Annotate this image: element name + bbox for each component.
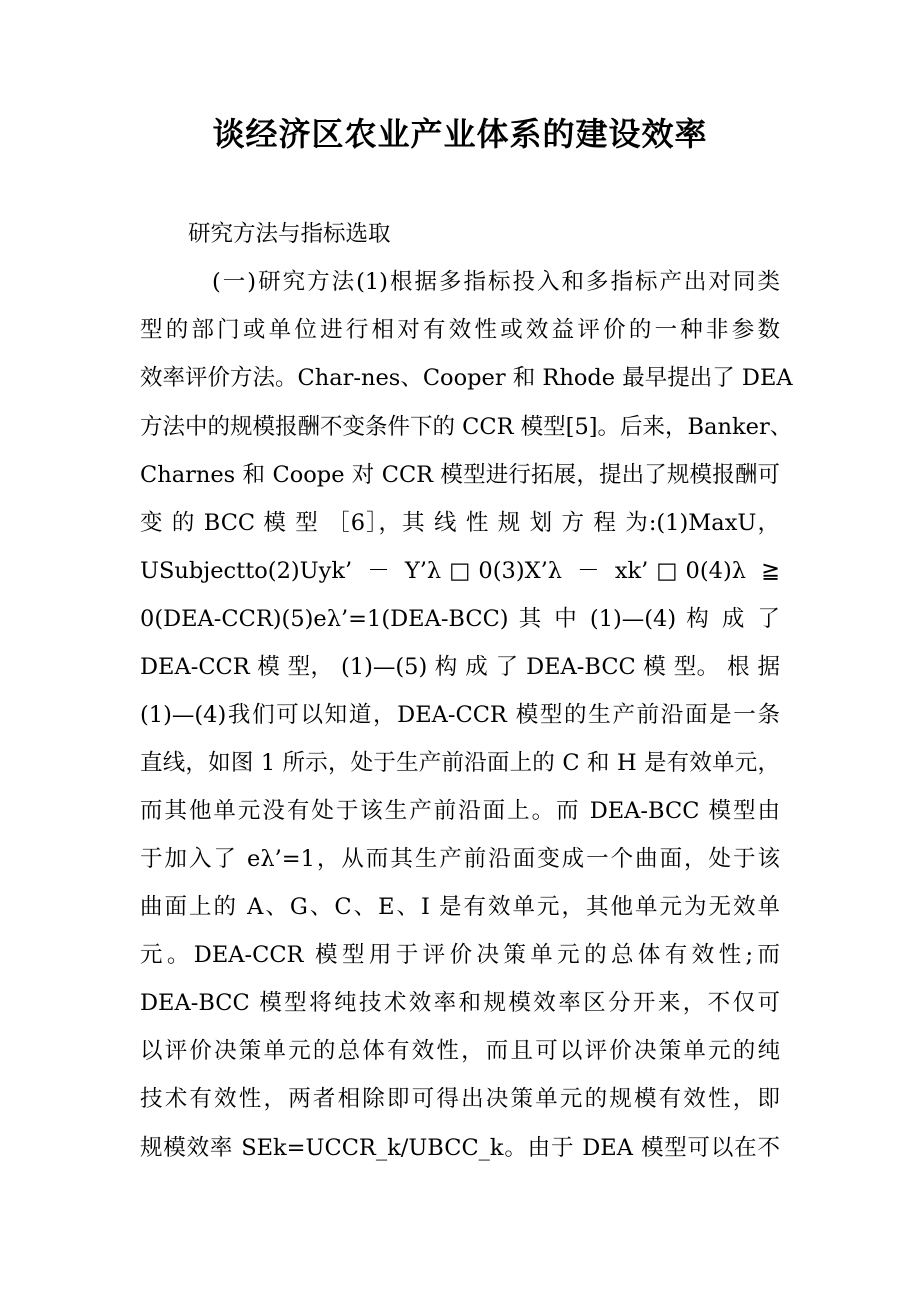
- paragraph-line: 而其他单元没有处于该生产前沿面上。而 DEA-BCC 模型由: [140, 798, 780, 824]
- paragraph-line: 变 的 BCC 模 型 ［6］，其 线 性 规 划 方 程 为:(1)MaxU，: [140, 510, 780, 536]
- document-title: 谈经济区农业产业体系的建设效率: [212, 115, 708, 153]
- section-heading: 研究方法与指标选取: [188, 221, 391, 247]
- paragraph-line: 直线，如图 1 所示，处于生产前沿面上的 C 和 H 是有效单元，: [140, 750, 780, 776]
- paragraph-line: 方法中的规模报酬不变条件下的 CCR 模型[5]。后来，Banker、: [140, 414, 793, 440]
- paragraph-line: DEA-BCC 模型将纯技术效率和规模效率区分开来，不仅可: [140, 990, 780, 1016]
- paragraph-line: 以评价决策单元的总体有效性，而且可以评价决策单元的纯: [140, 1038, 780, 1064]
- paragraph-line: 规模效率 SEk=UCCR_k/UBCC_k。由于 DEA 模型可以在不: [140, 1135, 780, 1161]
- paragraph-line: 曲面上的 A、G、C、E、I 是有效单元，其他单元为无效单: [140, 894, 780, 920]
- paragraph-line: 于加入了 eλ’=1，从而其生产前沿面变成一个曲面，处于该: [140, 846, 780, 872]
- paragraph-line: (一)研究方法(1)根据多指标投入和多指标产出对同类: [212, 269, 780, 295]
- paragraph-line: USubjectto(2)Uyk’ － Y’λ□0(3)X’λ － xk’□0(4)λ ≧: [140, 558, 780, 584]
- paragraph-line: 技术有效性，两者相除即可得出决策单元的规模有效性，即: [140, 1086, 780, 1112]
- paragraph-line: (1)—(4)我们可以知道，DEA-CCR 模型的生产前沿面是一条: [140, 702, 780, 728]
- paragraph-line: Charnes 和 Coope 对 CCR 模型进行拓展，提出了规模报酬可: [140, 462, 780, 488]
- paragraph-line: 型的部门或单位进行相对有效性或效益评价的一种非参数: [140, 317, 780, 343]
- paragraph-line: 0(DEA-CCR)(5)eλ’=1(DEA-BCC) 其 中 (1)—(4) 构 成 了: [140, 606, 780, 632]
- paragraph-line: 元。DEA-CCR 模型用于评价决策单元的总体有效性;而: [140, 942, 780, 968]
- paragraph-line: 效率评价方法。Char-nes、Cooper 和 Rhode 最早提出了 DEA: [140, 365, 793, 391]
- paragraph-line: DEA-CCR 模 型， (1)—(5) 构 成 了 DEA-BCC 模 型。 根 据: [140, 654, 780, 680]
